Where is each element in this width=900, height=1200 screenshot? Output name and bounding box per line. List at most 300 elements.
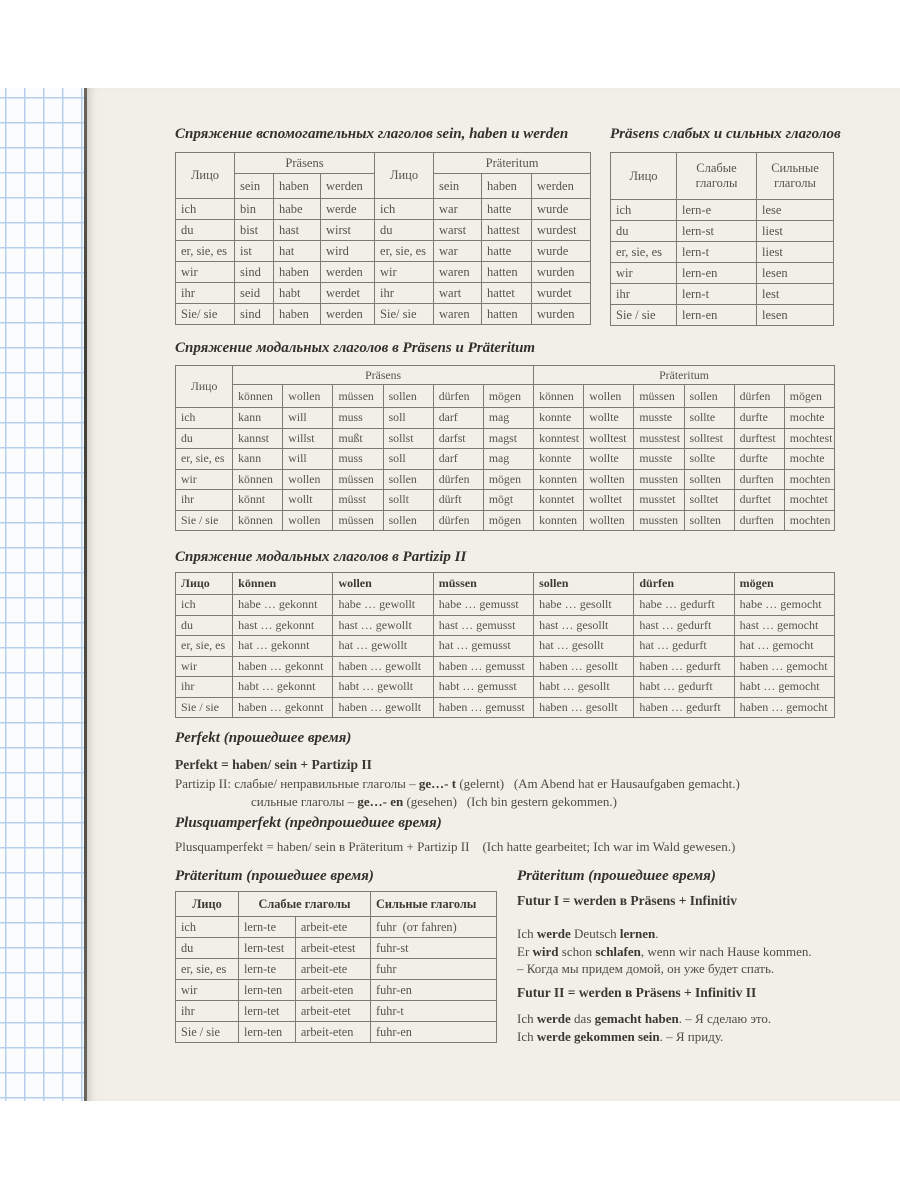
verb-form-cell: haben … gesollt — [534, 656, 634, 677]
verb-form-cell: war — [434, 241, 482, 262]
table-row — [176, 241, 591, 262]
verb-form-cell: werden — [321, 304, 375, 325]
verb-form-cell: solltet — [684, 490, 734, 511]
futur2-example-line — [517, 1010, 771, 1028]
person-cell: ihr — [611, 284, 677, 305]
verb-form-cell: wurde — [532, 199, 591, 220]
verb-form-cell: ist — [235, 241, 274, 262]
verb-form-cell: fuhr-en — [371, 980, 497, 1001]
verb-form-cell: müsst — [333, 490, 383, 511]
table-row — [176, 677, 835, 698]
table-row — [176, 938, 497, 959]
table-row — [611, 263, 834, 284]
verb-form-cell: soll — [383, 408, 433, 429]
verb-form-cell: konnten — [534, 510, 584, 531]
notebook-grid-sheet — [0, 88, 85, 1101]
person-cell: Sie / sie — [611, 305, 677, 326]
modal-verbs-table — [175, 365, 835, 531]
verb-form-cell: warst — [434, 220, 482, 241]
verb-form-cell: fuhr-en — [371, 1022, 497, 1043]
verb-form-cell: haben — [274, 262, 321, 283]
verb-form-cell: arbeit-etet — [295, 1001, 370, 1022]
verb-header: mögen — [483, 385, 533, 408]
bold-text-segment: werde — [536, 1011, 571, 1026]
table-row — [176, 490, 835, 511]
verb-form-cell: habe … gesollt — [534, 595, 634, 616]
verb-form-cell: fuhr-st — [371, 938, 497, 959]
section-title-futur: Präteritum (прошедшее время) — [517, 868, 716, 884]
verb-form-cell: haben … gewollt — [333, 656, 433, 677]
verb-header: können — [233, 385, 283, 408]
verb-form-cell: kann — [233, 449, 283, 470]
person-cell: ihr — [176, 677, 233, 698]
bold-text-segment: werde — [536, 926, 571, 941]
verb-form-cell: arbeit-ete — [295, 959, 370, 980]
table-row — [176, 469, 835, 490]
table-row — [176, 636, 835, 657]
table-row — [176, 220, 591, 241]
verb-form-cell: wart — [434, 283, 482, 304]
verb-header: sein — [434, 174, 482, 199]
table-row — [176, 408, 835, 429]
verb-form-cell: sollten — [684, 510, 734, 531]
person-cell: ich — [176, 408, 233, 429]
table-row — [611, 284, 834, 305]
verb-form-cell: lern-ten — [238, 980, 295, 1001]
verb-form-cell: werdet — [321, 283, 375, 304]
person-cell: du — [176, 428, 233, 449]
verb-form-cell: waren — [434, 304, 482, 325]
verb-form-cell: muss — [333, 449, 383, 470]
verb-form-cell: bist — [235, 220, 274, 241]
verb-form-cell: hat … gemocht — [734, 636, 834, 657]
verb-form-cell: liest — [757, 221, 834, 242]
verb-form-cell: hat … gedurft — [634, 636, 734, 657]
person-cell: ich — [176, 199, 235, 220]
verb-form-cell: hattet — [482, 283, 532, 304]
column-header-praesens: Präsens — [235, 153, 375, 174]
verb-form-cell: werde — [321, 199, 375, 220]
verb-form-cell: habt … gekonnt — [233, 677, 333, 698]
text-segment: schon — [558, 944, 596, 959]
verb-form-cell: hat … gewollt — [333, 636, 433, 657]
person-cell: ich — [176, 595, 233, 616]
verb-form-cell: konntest — [534, 428, 584, 449]
person-cell: wir — [176, 469, 233, 490]
verb-form-cell: soll — [383, 449, 433, 470]
verb-form-cell: musste — [634, 449, 684, 470]
verb-form-cell: habe … gewollt — [333, 595, 433, 616]
verb-form-cell: müssen — [333, 469, 383, 490]
verb-form-cell: wird — [321, 241, 375, 262]
text-segment: сильные глаголы – — [251, 794, 358, 809]
verb-form-cell: lern-test — [238, 938, 295, 959]
verb-form-cell: lern-en — [677, 305, 757, 326]
text-segment: . – Я сделаю это. — [678, 1011, 772, 1026]
person-cell: er, sie, es — [176, 959, 239, 980]
verb-header: müssen — [433, 573, 533, 595]
verb-form-cell: haben … gekonnt — [233, 697, 333, 718]
verb-form-cell: will — [283, 408, 333, 429]
text-segment: – Когда мы придем домой, он уже будет спать. — [517, 961, 775, 976]
text-segment: Ich — [517, 1029, 537, 1044]
verb-form-cell: durften — [734, 510, 784, 531]
person-cell: du — [611, 221, 677, 242]
perfekt-weak-verbs-line — [175, 775, 740, 793]
verb-form-cell: wurden — [532, 304, 591, 325]
verb-header: dürfen — [734, 385, 784, 408]
column-header-person: Лицо — [176, 366, 233, 408]
table-row — [611, 242, 834, 263]
column-header-person: Лицо — [176, 892, 239, 917]
verb-form-cell: du — [375, 220, 434, 241]
bold-text-segment: ge…- en — [357, 794, 404, 809]
column-header-weak-verbs: Слабые глаголы — [677, 153, 757, 200]
verb-form-cell: mögt — [483, 490, 533, 511]
person-cell: du — [176, 615, 233, 636]
verb-form-cell: habe … gekonnt — [233, 595, 333, 616]
verb-header: mögen — [784, 385, 834, 408]
table-row — [611, 200, 834, 221]
verb-form-cell: arbeit-eten — [295, 1022, 370, 1043]
verb-form-cell: durfte — [734, 449, 784, 470]
column-header-person: Лицо — [176, 153, 235, 199]
text-segment: Ich — [517, 1011, 537, 1026]
verb-form-cell: lern-e — [677, 200, 757, 221]
verb-form-cell: lese — [757, 200, 834, 221]
verb-header: werden — [532, 174, 591, 199]
verb-form-cell: hast … gemusst — [433, 615, 533, 636]
praeteritum-table — [175, 891, 497, 1043]
verb-header: können — [534, 385, 584, 408]
verb-form-cell: mag — [483, 449, 533, 470]
person-cell: du — [176, 938, 239, 959]
bold-text-segment: werde gekommen sein — [536, 1029, 660, 1044]
verb-form-cell: lern-t — [677, 284, 757, 305]
verb-header: sein — [235, 174, 274, 199]
verb-form-cell: lern-en — [677, 263, 757, 284]
verb-form-cell: lesen — [757, 263, 834, 284]
verb-form-cell: mußt — [333, 428, 383, 449]
table-row — [176, 917, 497, 938]
verb-form-cell: ihr — [375, 283, 434, 304]
table-row — [176, 262, 591, 283]
verb-form-cell: wurdet — [532, 283, 591, 304]
section-title-partizip: Спряжение модальных глаголов в Partizip II — [175, 549, 467, 565]
column-header-praeteritum: Präteritum — [534, 366, 835, 385]
verb-form-cell: haben … gesollt — [534, 697, 634, 718]
verb-form-cell: kannst — [233, 428, 283, 449]
table-row — [176, 199, 591, 220]
verb-form-cell: durftest — [734, 428, 784, 449]
verb-form-cell: mochte — [784, 449, 834, 470]
verb-form-cell: wollte — [584, 449, 634, 470]
verb-form-cell: hast — [274, 220, 321, 241]
verb-form-cell: arbeit-ete — [295, 917, 370, 938]
verb-form-cell: wollt — [283, 490, 333, 511]
person-cell: ich — [176, 917, 239, 938]
person-cell: du — [176, 220, 235, 241]
verb-form-cell: mochte — [784, 408, 834, 429]
verb-form-cell: haben … gekonnt — [233, 656, 333, 677]
person-cell: Sie / sie — [176, 510, 233, 531]
table-row — [176, 304, 591, 325]
verb-form-cell: sollst — [383, 428, 433, 449]
verb-form-cell: haben … gedurft — [634, 656, 734, 677]
verb-header: können — [233, 573, 333, 595]
verb-form-cell: wollten — [584, 469, 634, 490]
text-segment: , wenn wir nach Hause kommen. — [640, 944, 812, 959]
verb-form-cell: habe — [274, 199, 321, 220]
verb-form-cell: haben … gemocht — [734, 697, 834, 718]
verb-form-cell: Sie/ sie — [375, 304, 434, 325]
verb-form-cell: darfst — [433, 428, 483, 449]
verb-form-cell: hatte — [482, 199, 532, 220]
text-segment: Deutsch — [570, 926, 620, 941]
verb-form-cell: kann — [233, 408, 283, 429]
table-row — [611, 305, 834, 326]
verb-form-cell: dürfen — [433, 510, 483, 531]
verb-form-cell: habt … gemusst — [433, 677, 533, 698]
verb-form-cell: sollte — [684, 449, 734, 470]
verb-form-cell: sollt — [383, 490, 433, 511]
verb-form-cell: seid — [235, 283, 274, 304]
column-header-strong-verbs: Сильные глаголы — [371, 892, 497, 917]
section-title-weak-strong: Präsens слабых и сильных глаголов — [610, 126, 841, 142]
verb-form-cell: wurden — [532, 262, 591, 283]
verb-form-cell: habt … gedurft — [634, 677, 734, 698]
verb-form-cell: hattest — [482, 220, 532, 241]
verb-form-cell: sollen — [383, 469, 433, 490]
verb-form-cell: lern-te — [238, 959, 295, 980]
verb-form-cell: arbeit-etest — [295, 938, 370, 959]
verb-form-cell: musstet — [634, 490, 684, 511]
verb-form-cell: sollten — [684, 469, 734, 490]
section-title-praeteritum: Präteritum (прошедшее время) — [175, 868, 374, 884]
verb-form-cell: bin — [235, 199, 274, 220]
verb-form-cell: lern-t — [677, 242, 757, 263]
column-header-praeteritum: Präteritum — [434, 153, 591, 174]
text-segment: Ich — [517, 926, 537, 941]
bold-text-segment: ge…- t — [418, 776, 457, 791]
verb-form-cell: hast … gesollt — [534, 615, 634, 636]
verb-form-cell: dürfen — [433, 469, 483, 490]
verb-form-cell: arbeit-eten — [295, 980, 370, 1001]
futur1-example-line — [517, 943, 812, 961]
verb-form-cell: habt … gemocht — [734, 677, 834, 698]
text-segment: Partizip II: слабые/ неправильные глаголы – — [175, 776, 419, 791]
text-segment: (gesehen) (Ich bin gestern gekommen.) — [403, 794, 617, 809]
verb-form-cell: können — [233, 469, 283, 490]
person-cell: ich — [611, 200, 677, 221]
verb-header: werden — [321, 174, 375, 199]
plusquamperfekt-formula: Plusquamperfekt = haben/ sein в Präteritum + Partizip II (Ich hatte gearbeitet; Ich war im Wald gewesen.) — [175, 839, 736, 854]
person-cell: wir — [176, 980, 239, 1001]
verb-form-cell: darf — [433, 408, 483, 429]
verb-form-cell: lesen — [757, 305, 834, 326]
verb-form-cell: fuhr (от fahren) — [371, 917, 497, 938]
perfekt-formula: Perfekt = haben/ sein + Partizip II — [175, 757, 372, 772]
person-cell: ihr — [176, 1001, 239, 1022]
verb-form-cell: hatte — [482, 241, 532, 262]
table-row — [176, 1022, 497, 1043]
table-row — [176, 428, 835, 449]
table-row — [176, 959, 497, 980]
column-header-person: Лицо — [176, 573, 233, 595]
verb-header: sollen — [534, 573, 634, 595]
text-segment: . — [655, 926, 659, 941]
section-title-auxiliary-verbs: Спряжение вспомогательных глаголов sein, haben и werden — [175, 126, 569, 142]
verb-header: haben — [482, 174, 532, 199]
verb-header: mögen — [734, 573, 834, 595]
verb-form-cell: mögen — [483, 510, 533, 531]
verb-form-cell: könnt — [233, 490, 283, 511]
person-cell: wir — [176, 262, 235, 283]
verb-form-cell: wollten — [584, 510, 634, 531]
table-row — [176, 697, 835, 718]
verb-form-cell: haben … gewollt — [333, 697, 433, 718]
verb-form-cell: wurdest — [532, 220, 591, 241]
verb-form-cell: war — [434, 199, 482, 220]
verb-form-cell: hatten — [482, 304, 532, 325]
verb-form-cell: liest — [757, 242, 834, 263]
weak-strong-table — [610, 152, 834, 326]
verb-form-cell: habt … gewollt — [333, 677, 433, 698]
verb-form-cell: werden — [321, 262, 375, 283]
bold-text-segment: schlafen — [595, 944, 641, 959]
column-header-person: Лицо — [611, 153, 677, 200]
verb-form-cell: sind — [235, 262, 274, 283]
verb-header: sollen — [383, 385, 433, 408]
verb-form-cell: konnten — [534, 469, 584, 490]
verb-form-cell: dürft — [433, 490, 483, 511]
verb-form-cell: willst — [283, 428, 333, 449]
person-cell: er, sie, es — [176, 636, 233, 657]
column-header-person: Лицо — [375, 153, 434, 199]
verb-form-cell: fuhr-t — [371, 1001, 497, 1022]
verb-form-cell: mochten — [784, 469, 834, 490]
person-cell: wir — [611, 263, 677, 284]
person-cell: er, sie, es — [176, 449, 233, 470]
verb-form-cell: habt … gesollt — [534, 677, 634, 698]
verb-form-cell: muss — [333, 408, 383, 429]
verb-form-cell: hast … gedurft — [634, 615, 734, 636]
verb-form-cell: durfte — [734, 408, 784, 429]
verb-form-cell: hat … gesollt — [534, 636, 634, 657]
futur2-formula: Futur II = werden в Präsens + Infinitiv II — [517, 985, 757, 1000]
verb-form-cell: fuhr — [371, 959, 497, 980]
person-cell: er, sie, es — [176, 241, 235, 262]
verb-form-cell: lest — [757, 284, 834, 305]
verb-header: sollen — [684, 385, 734, 408]
person-cell: er, sie, es — [611, 242, 677, 263]
table-row — [176, 283, 591, 304]
grammar-reference-page — [87, 88, 900, 1101]
verb-form-cell: sollte — [684, 408, 734, 429]
bold-text-segment: wird — [532, 944, 559, 959]
section-title-modal-verbs: Спряжение модальных глаголов в Präsens и Präteritum — [175, 340, 536, 356]
section-title-perfekt: Perfekt (прошедшее время) — [175, 730, 352, 746]
auxiliary-verbs-table — [175, 152, 591, 325]
verb-form-cell: haben … gemocht — [734, 656, 834, 677]
verb-header: wollen — [333, 573, 433, 595]
text-segment: (gelernt) (Am Abend hat er Hausaufgaben gemacht.) — [456, 776, 740, 791]
verb-form-cell: mag — [483, 408, 533, 429]
verb-form-cell: hast … gewollt — [333, 615, 433, 636]
text-segment: Er — [517, 944, 533, 959]
verb-form-cell: sollen — [383, 510, 433, 531]
column-header-strong-verbs: Сильные глаголы — [757, 153, 834, 200]
verb-form-cell: wolltet — [584, 490, 634, 511]
verb-header: wollen — [584, 385, 634, 408]
table-row — [176, 980, 497, 1001]
verb-form-cell: mögen — [483, 469, 533, 490]
verb-form-cell: mochtest — [784, 428, 834, 449]
verb-header: dürfen — [634, 573, 734, 595]
verb-form-cell: waren — [434, 262, 482, 283]
verb-form-cell: mussten — [634, 510, 684, 531]
verb-form-cell: habe … gemusst — [433, 595, 533, 616]
futur1-formula: Futur I = werden в Präsens + Infinitiv — [517, 893, 738, 908]
verb-header: haben — [274, 174, 321, 199]
column-header-praesens: Präsens — [233, 366, 534, 385]
verb-form-cell: er, sie, es — [375, 241, 434, 262]
verb-form-cell: hast … gekonnt — [233, 615, 333, 636]
verb-form-cell: können — [233, 510, 283, 531]
verb-form-cell: haben … gemusst — [433, 656, 533, 677]
verb-form-cell: musstest — [634, 428, 684, 449]
table-row — [176, 656, 835, 677]
verb-form-cell: wollen — [283, 510, 333, 531]
futur1-translation-line — [517, 960, 774, 978]
verb-header: müssen — [634, 385, 684, 408]
verb-form-cell: will — [283, 449, 333, 470]
section-title-plusquamperfekt: Plusquamperfekt (предпрошедшее время) — [175, 815, 442, 831]
verb-header: müssen — [333, 385, 383, 408]
verb-form-cell: durftet — [734, 490, 784, 511]
verb-form-cell: lern-ten — [238, 1022, 295, 1043]
futur2-example-line — [517, 1028, 723, 1046]
verb-form-cell: wollte — [584, 408, 634, 429]
person-cell: ihr — [176, 283, 235, 304]
verb-form-cell: habt — [274, 283, 321, 304]
verb-form-cell: müssen — [333, 510, 383, 531]
verb-form-cell: darf — [433, 449, 483, 470]
table-row — [176, 449, 835, 470]
verb-form-cell: haben … gedurft — [634, 697, 734, 718]
table-row — [611, 221, 834, 242]
verb-form-cell: wir — [375, 262, 434, 283]
verb-form-cell: hat … gemusst — [433, 636, 533, 657]
verb-form-cell: lern-tet — [238, 1001, 295, 1022]
verb-form-cell: wirst — [321, 220, 375, 241]
verb-header: wollen — [283, 385, 333, 408]
verb-form-cell: musste — [634, 408, 684, 429]
person-cell: ihr — [176, 490, 233, 511]
table-row — [176, 595, 835, 616]
verb-form-cell: lern-te — [238, 917, 295, 938]
bold-text-segment: gemacht haben — [594, 1011, 679, 1026]
verb-form-cell: mochtet — [784, 490, 834, 511]
verb-form-cell: hat — [274, 241, 321, 262]
verb-form-cell: habe … gemocht — [734, 595, 834, 616]
person-cell: Sie/ sie — [176, 304, 235, 325]
table-row — [176, 1001, 497, 1022]
verb-form-cell: wurde — [532, 241, 591, 262]
verb-form-cell: hast … gemocht — [734, 615, 834, 636]
verb-form-cell: hatten — [482, 262, 532, 283]
verb-form-cell: haben — [274, 304, 321, 325]
